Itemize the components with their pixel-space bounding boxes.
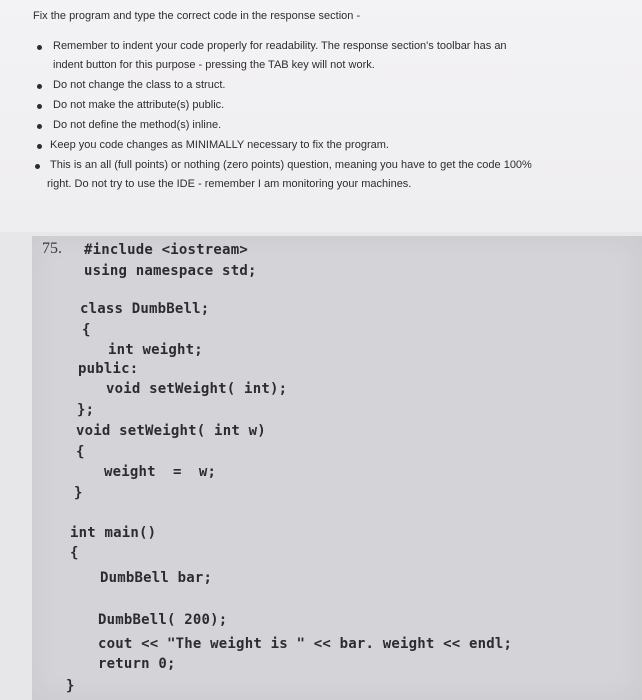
code-line: {	[82, 322, 91, 338]
instructions-heading: Fix the program and type the correct code in the response section -	[33, 10, 361, 22]
question-number: 75.	[42, 240, 62, 257]
instructions-panel	[0, 0, 642, 232]
code-line: }	[74, 485, 83, 501]
code-line: #include <iostream>	[84, 242, 248, 258]
bullet-dot	[37, 104, 42, 109]
code-line: int weight;	[108, 342, 203, 358]
code-line: void setWeight( int w)	[76, 423, 266, 439]
code-line: cout << "The weight is " << bar. weight << endl;	[98, 636, 513, 652]
instruction-item-continued: right. Do not try to use the IDE - remember I am monitoring your machines.	[47, 178, 412, 190]
bullet-dot	[35, 164, 40, 169]
code-line: {	[70, 545, 79, 561]
instruction-item: Keep you code changes as MINIMALLY necessary to fix the program.	[50, 139, 389, 151]
instruction-item: This is an all (full points) or nothing (zero points) question, meaning you have to get the code 100%	[50, 159, 532, 171]
code-line: {	[76, 444, 85, 460]
instruction-item: Do not change the class to a struct.	[53, 79, 226, 91]
code-line: using namespace std;	[84, 263, 257, 279]
code-line: weight = w;	[104, 464, 217, 480]
instruction-item-continued: indent button for this purpose - pressing the TAB key will not work.	[53, 59, 375, 71]
instruction-item: Remember to indent your code properly for readability. The response section's toolbar has an	[53, 40, 507, 52]
code-line: return 0;	[98, 656, 176, 672]
code-line: };	[77, 402, 95, 418]
code-line: void setWeight( int);	[106, 381, 288, 397]
bullet-dot	[37, 144, 42, 149]
code-line: }	[66, 678, 75, 694]
code-line: int main()	[70, 525, 157, 541]
bullet-dot	[37, 45, 42, 50]
bullet-dot	[37, 124, 42, 129]
code-line: DumbBell bar;	[100, 570, 213, 586]
instruction-item: Do not make the attribute(s) public.	[53, 99, 225, 111]
code-line: public:	[78, 361, 139, 377]
instruction-item: Do not define the method(s) inline.	[53, 119, 222, 131]
code-line: DumbBell( 200);	[98, 612, 228, 628]
code-line: class DumbBell;	[80, 301, 210, 317]
bullet-dot	[37, 84, 42, 89]
